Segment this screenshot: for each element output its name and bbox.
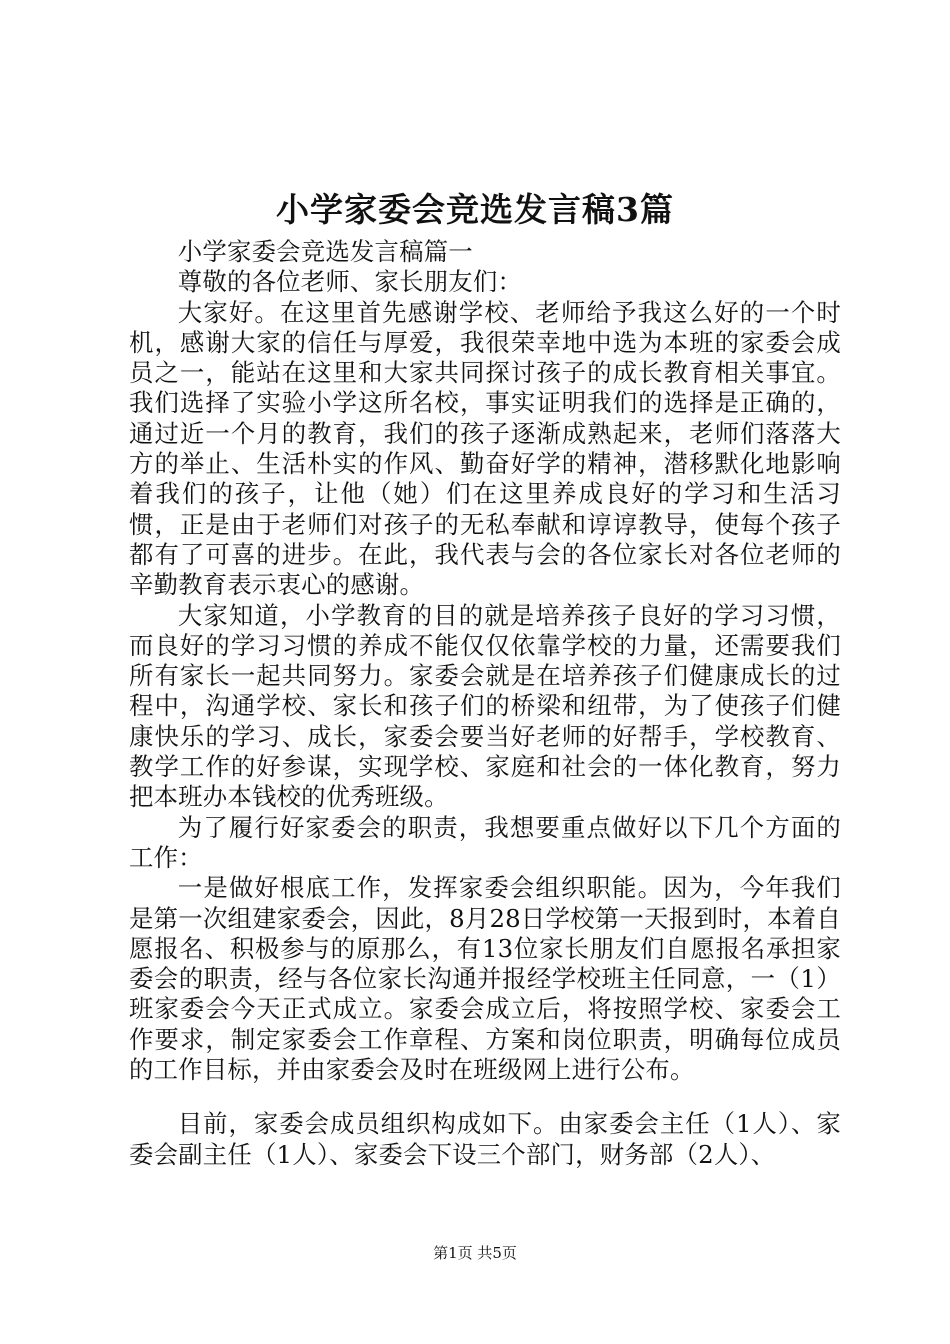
section-heading: 小学家委会竞选发言稿篇一 bbox=[177, 237, 473, 266]
paragraph: 为了履行好家委会的职责，我想要重点做好以下几个方面的工作： bbox=[129, 812, 841, 872]
document-title: 小学家委会竞选发言稿3篇 bbox=[276, 190, 674, 229]
paragraph: 一是做好根底工作，发挥家委会组织职能。因为，今年我们是第一次组建家委会，因此，8月28日学校第一天报到时，本着自愿报名、积极参与的原那么，有13位家长朋友们自愿报名承担家委会的职责，经与各位家长沟通并报经学校班主任同意，一（1）班家委会今天正式成立。家委会成立后，将按照学校、家委会工作要求，制定家委会工作章程、方案和岗位职责，明确每位成员的工作目标，并由家委会及时在班级网上进行公布。 bbox=[129, 873, 841, 1085]
document-body bbox=[129, 237, 841, 1170]
page-footer: 第1页 共5页 bbox=[433, 1244, 517, 1262]
paragraph: 目前，家委会成员组织构成如下。由家委会主任（1人）、家委会副主任（1人）、家委会下设三个部门，财务部（2人）、 bbox=[129, 1109, 841, 1169]
paragraph: 大家知道，小学教育的目的就是培养孩子良好的学习习惯，而良好的学习习惯的养成不能仅仅依靠学校的力量，还需要我们所有家长一起共同努力。家委会就是在培养孩子们健康成长的过程中，沟通学校、家长和孩子们的桥梁和纽带，为了使孩子们健康快乐的学习、成长，家委会要当好老师的好帮手，学校教育、教学工作的好参谋，实现学校、家庭和社会的一体化教育，努力把本班办本钱校的优秀班级。 bbox=[129, 600, 841, 812]
paragraph: 大家好。在这里首先感谢学校、老师给予我这么好的一个时机，感谢大家的信任与厚爱，我很荣幸地中选为本班的家委会成员之一，能站在这里和大家共同探讨孩子的成长教育相关事宜。我们选择了实验小学这所名校，事实证明我们的选择是正确的，通过近一个月的教育，我们的孩子逐渐成熟起来，老师们落落大方的举止、生活朴实的作风、勤奋好学的精神，潜移默化地影响着我们的孩子，让他（她）们在这里养成良好的学习和生活习惯，正是由于老师们对孩子的无私奉献和谆谆教导，使每个孩子都有了可喜的进步。在此，我代表与会的各位家长对各位老师的辛勤教育表示衷心的感谢。 bbox=[129, 297, 841, 600]
salutation: 尊敬的各位老师、家长朋友们： bbox=[177, 267, 523, 297]
